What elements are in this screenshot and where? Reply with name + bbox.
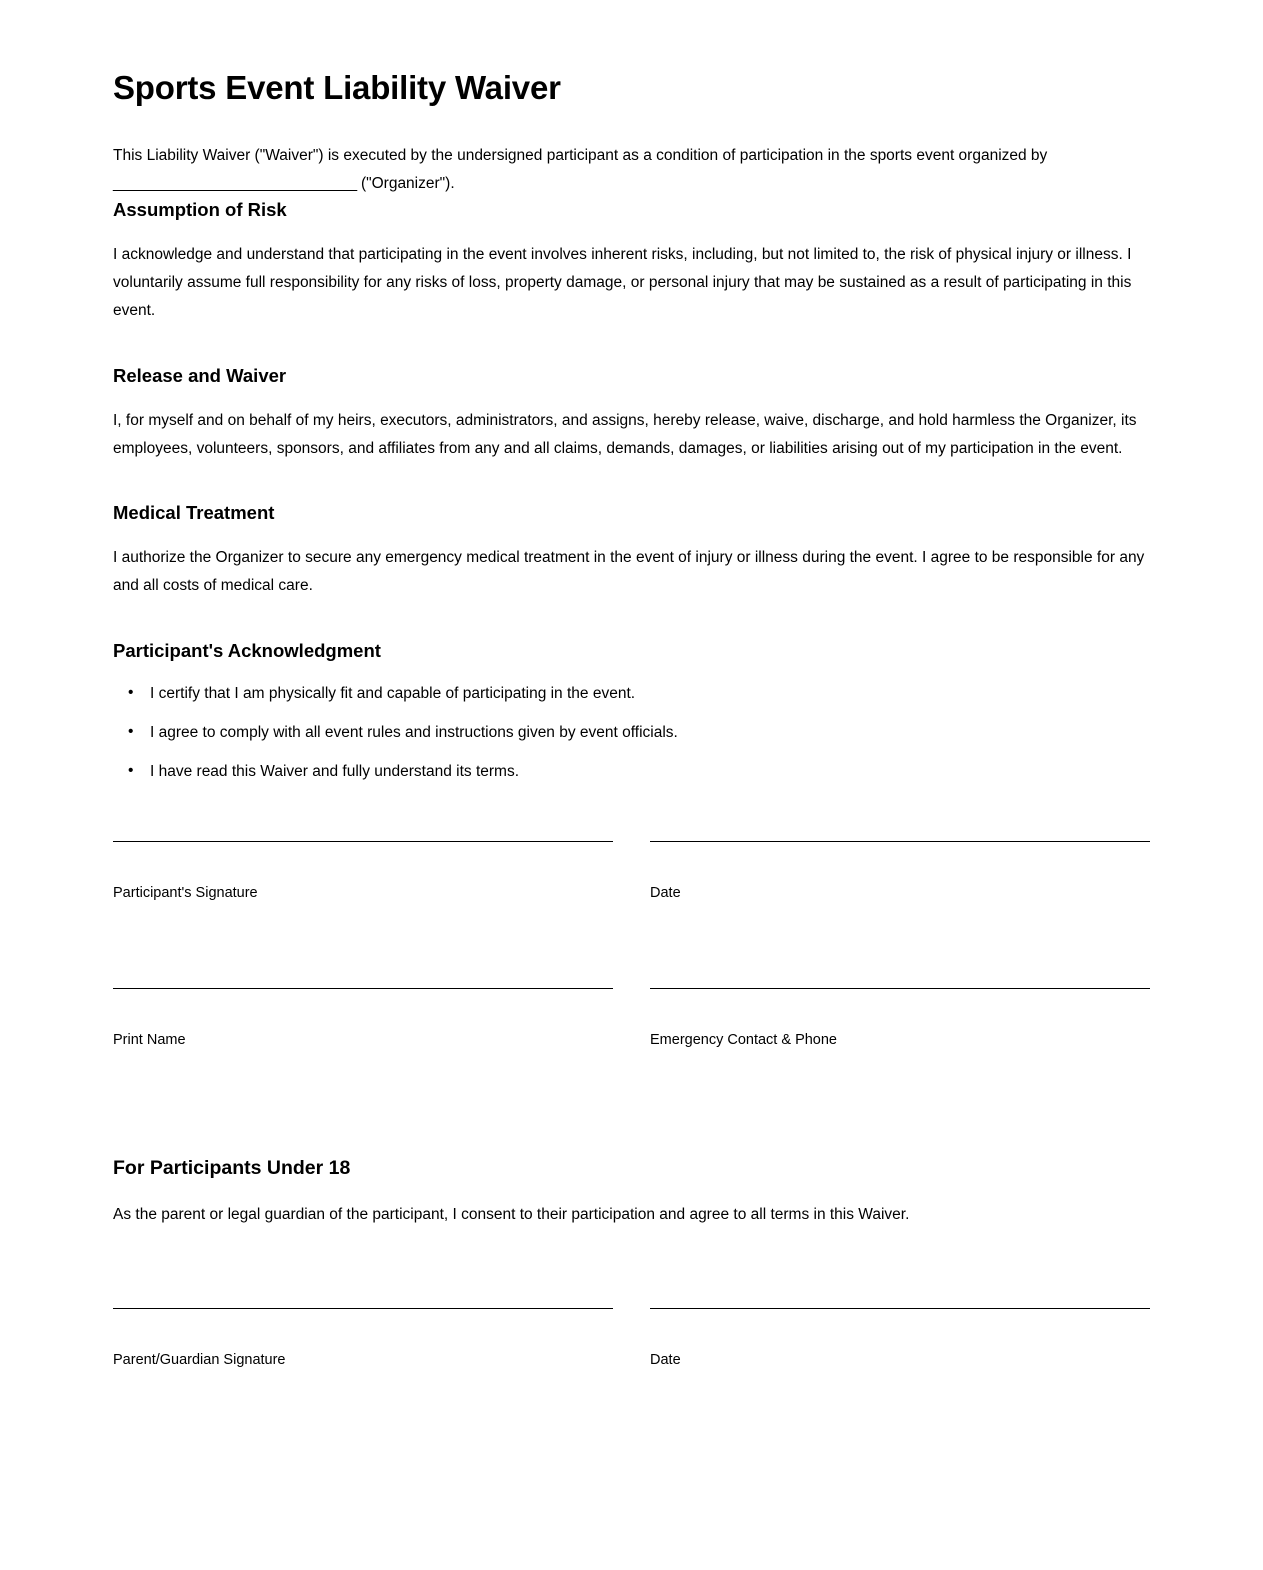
section-body: I acknowledge and understand that participating in the event involves inherent risks, including, but not limited to, the risk of physical injury or illness. I voluntarily assume full responsibility for any risks of loss, property damage, or personal injury that may be sustained as a result of participating in this event.	[113, 246, 1132, 320]
list-item: • I certify that I am physically fit and capable of participating in the event.	[150, 682, 1150, 705]
signature-line[interactable]	[650, 988, 1150, 989]
organizer-name-blank[interactable]: ______________________________	[113, 174, 357, 192]
signature-field-parent-guardian-date	[650, 1308, 1150, 1370]
section-body: As the parent or legal guardian of the participant, I consent to their participation and agree to all terms in this Waiver.	[113, 1206, 910, 1224]
section-heading: Release and Waiver	[113, 364, 287, 386]
signature-line[interactable]	[113, 841, 613, 842]
signature-field-print-name	[113, 988, 613, 1050]
signature-label: Date	[650, 1351, 681, 1368]
signature-field-date	[650, 841, 1150, 903]
signature-line[interactable]	[113, 988, 613, 989]
signature-label: Participant's Signature	[113, 885, 258, 902]
section-for-participants-under-18	[113, 1156, 1150, 1230]
intro-paragraph	[113, 142, 1150, 198]
section-participants-acknowledgment	[113, 639, 1150, 784]
section-release-and-waiver	[113, 364, 1150, 463]
section-medical-treatment	[113, 501, 1150, 600]
page-title: Sports Event Liability Waiver	[113, 69, 561, 106]
section-heading: Medical Treatment	[113, 502, 275, 524]
section-heading: Assumption of Risk	[113, 199, 287, 220]
signature-line[interactable]	[650, 841, 1150, 842]
signature-row-participant	[113, 841, 1150, 903]
acknowledgment-list	[113, 682, 1150, 784]
signature-line[interactable]	[650, 1308, 1150, 1309]
signature-label: Date	[650, 885, 681, 902]
section-heading: For Participants Under 18	[113, 1156, 351, 1179]
list-item: • I agree to comply with all event rules and instructions given by event officials.	[150, 721, 1150, 744]
signature-field-participant-signature	[113, 841, 613, 903]
signature-field-emergency-contact	[650, 988, 1150, 1050]
signature-label: Print Name	[113, 1031, 186, 1048]
section-body: I, for myself and on behalf of my heirs, executors, administrators, and assigns, hereby release, waive, discharge, and hold harmless the Organizer, its employees, volunteers, sponsors, and affiliates from any and all claims, demands, damages, or liabilities arising out of my participation in the event.	[113, 411, 1137, 457]
signature-label: Emergency Contact & Phone	[650, 1031, 837, 1048]
signature-field-parent-guardian-signature	[113, 1308, 613, 1370]
intro-text-before-blank: This Liability Waiver ("Waiver") is executed by the undersigned participant as a condition of participation in the sports event organized by	[113, 146, 1048, 164]
signature-label: Parent/Guardian Signature	[113, 1351, 286, 1368]
section-heading: Participant's Acknowledgment	[113, 639, 381, 661]
list-item: • I have read this Waiver and fully understand its terms.	[150, 760, 1150, 783]
intro-text-after-blank: ("Organizer").	[360, 174, 455, 192]
document-content	[113, 68, 1150, 1370]
section-body: I authorize the Organizer to secure any emergency medical treatment in the event of injury or illness during the event. I agree to be responsible for any and all costs of medical care.	[113, 549, 1145, 595]
signature-row-print-name	[113, 988, 1150, 1050]
signature-line[interactable]	[113, 1308, 613, 1309]
section-assumption-of-risk	[113, 198, 1150, 326]
signature-row-parent-guardian	[113, 1308, 1150, 1370]
